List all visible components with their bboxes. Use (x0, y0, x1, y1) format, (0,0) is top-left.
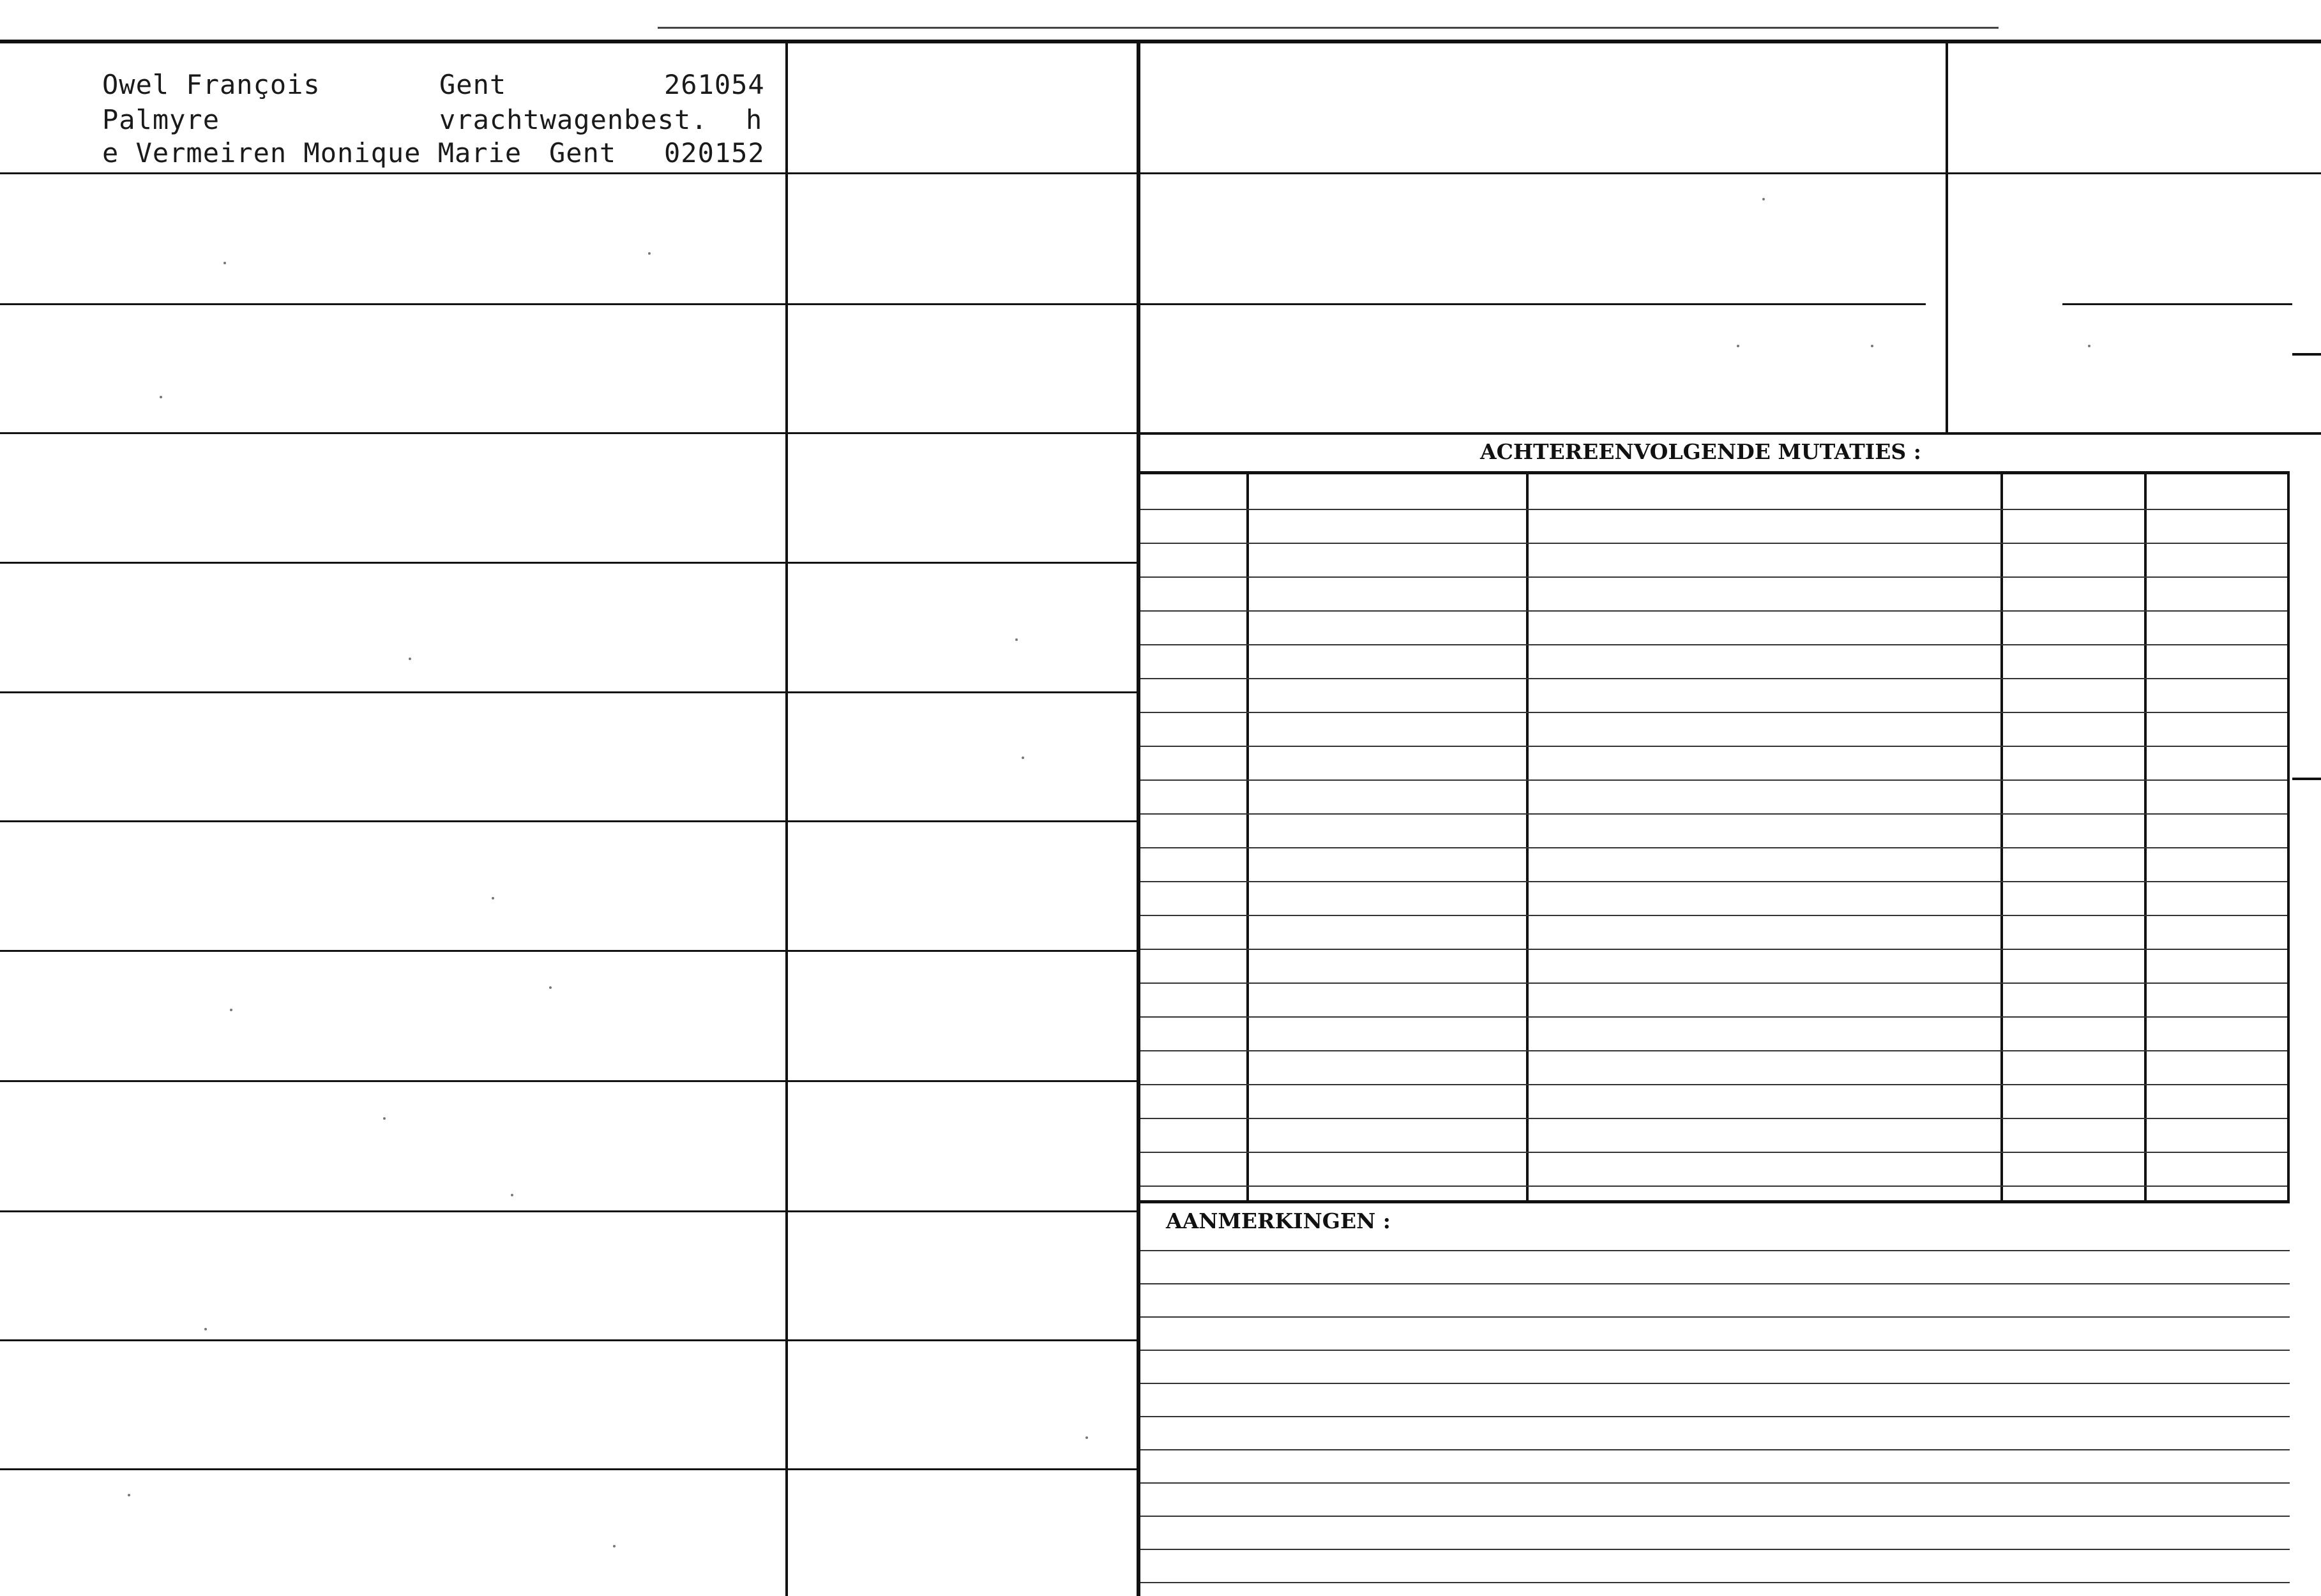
row-line (0, 432, 1137, 434)
row-line (0, 820, 1137, 822)
scan-speck (1737, 345, 1739, 347)
scan-speck (1022, 757, 1024, 759)
upper-row-line-short (2062, 303, 2292, 305)
mutation-row-line (1140, 644, 2287, 645)
row-line (0, 303, 1137, 305)
right-upper-divider (1946, 43, 1948, 433)
mutation-row-line (1140, 1186, 2287, 1187)
scan-speck (128, 1494, 130, 1496)
scan-speck (223, 262, 226, 264)
remarks-line (1140, 1482, 2290, 1484)
scan-speck (1871, 345, 1873, 347)
scan-speck (160, 396, 162, 398)
scan-speck (2088, 345, 2090, 347)
remarks-line (1140, 1283, 2290, 1284)
top-edge-mark (658, 27, 1999, 29)
row-line (0, 950, 1137, 952)
middle-column-divider (1137, 43, 1140, 1596)
mutation-row-line (1140, 949, 2287, 950)
mutation-row-line (1140, 881, 2287, 882)
spouse-birth-date: 020152 (664, 137, 765, 169)
scan-speck (409, 658, 411, 660)
row-line (0, 1339, 1137, 1341)
remarks-line (1140, 1516, 2290, 1517)
row-line (0, 1468, 1137, 1470)
scan-speck (1762, 198, 1765, 200)
upper-row-line (1140, 303, 1926, 305)
mutation-row-line (1140, 813, 2287, 815)
row-line (0, 562, 1137, 564)
mutations-col-divider (1526, 471, 1529, 1202)
scan-speck (613, 1545, 616, 1547)
mutations-col-divider (2000, 471, 2003, 1202)
remarks-heading: AANMERKINGEN : (1166, 1208, 1391, 1233)
scan-speck (204, 1328, 207, 1330)
person-name: Owel François (102, 69, 321, 100)
mutation-row-line (1140, 1118, 2287, 1119)
mutation-row-line (1140, 712, 2287, 713)
row-line (0, 172, 1137, 174)
remarks-line (1140, 1582, 2290, 1583)
scan-speck (383, 1117, 386, 1120)
top-border (0, 40, 2321, 43)
scan-speck (511, 1194, 513, 1196)
mutation-row-line (1140, 1050, 2287, 1051)
remarks-line (1140, 1449, 2290, 1450)
remarks-line (1140, 1549, 2290, 1550)
mutation-row-line (1140, 543, 2287, 544)
mutations-col-divider (2144, 471, 2147, 1202)
mutation-row-line (1140, 509, 2287, 510)
remarks-line (1140, 1350, 2290, 1351)
upper-row-line (1140, 172, 2321, 174)
spouse-name: e Vermeiren Monique Marie (102, 137, 522, 169)
entry-mark: h (746, 104, 763, 135)
mutation-row-line (1140, 982, 2287, 984)
mutations-heading: ACHTEREENVOLGENDE MUTATIES : (1480, 439, 1921, 464)
scan-speck (492, 897, 494, 900)
occupation: vrachtwagenbest. (439, 104, 708, 135)
mutation-row-line (1140, 779, 2287, 781)
birth-place: Gent (439, 69, 507, 100)
remarks-line (1140, 1416, 2290, 1417)
mutation-row-line (1140, 1016, 2287, 1018)
left-column-divider (785, 43, 788, 1596)
mutation-row-line (1140, 1152, 2287, 1153)
right-margin-tick (2292, 778, 2321, 780)
mutation-row-line (1140, 576, 2287, 578)
row-line (0, 1210, 1137, 1212)
scan-speck (230, 1009, 232, 1011)
scan-speck (1015, 638, 1018, 641)
upper-margin-tick (2292, 353, 2321, 356)
scan-speck (1085, 1436, 1088, 1439)
mutation-row-line (1140, 746, 2287, 747)
scan-speck (648, 252, 651, 255)
mutation-row-line (1140, 1084, 2287, 1085)
mutations-col-divider (1246, 471, 1249, 1202)
mutations-table-bottom (1140, 1200, 2290, 1203)
mutation-row-line (1140, 915, 2287, 916)
mutation-row-line (1140, 847, 2287, 848)
remarks-line (1140, 1316, 2290, 1318)
remarks-line (1140, 1383, 2290, 1384)
mutation-row-line (1140, 610, 2287, 612)
person-first-name: Palmyre (102, 104, 220, 135)
row-line (0, 691, 1137, 693)
row-line (0, 1080, 1137, 1082)
birth-date: 261054 (664, 69, 765, 100)
spouse-birth-place: Gent (549, 137, 617, 169)
remarks-line (1140, 1250, 2290, 1251)
mutations-table-top (1140, 471, 2290, 474)
scan-speck (549, 986, 552, 989)
upper-block-bottom (1140, 432, 2321, 435)
mutations-right-border (2287, 471, 2290, 1202)
mutation-row-line (1140, 678, 2287, 679)
